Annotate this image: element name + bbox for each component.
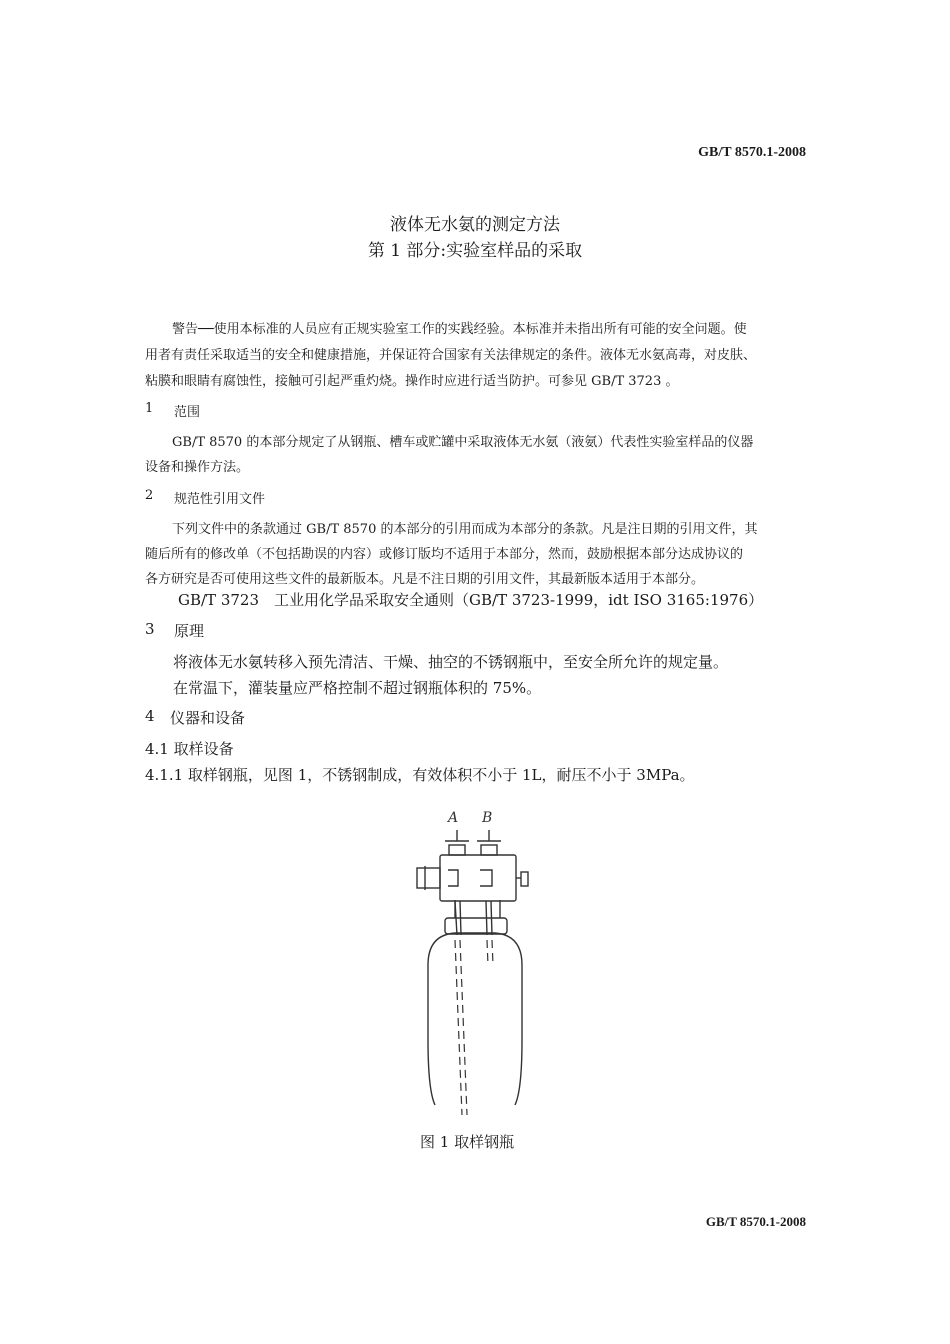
section-title: 规范性引用文件	[174, 492, 266, 507]
section-number: 2	[145, 488, 154, 503]
section-text: 随后所有的修改单（不包括勘误的内容）或修订版均不适用于本部分，然而，鼓励根据本部分达成协议的	[145, 547, 744, 562]
section-text: 设备和操作方法。	[145, 460, 250, 475]
doc-title-line1: 液体无水氨的测定方法	[390, 215, 560, 235]
subsection-text: 4.1.1 取样钢瓶，见图 1，不锈钢制成，有效体积不小于 1L，耐压不小于 3MPa。	[145, 766, 695, 784]
valve-a-label: A	[448, 810, 459, 826]
section-title: 仪器和设备	[170, 709, 246, 727]
standard-code-footer: GB/T 8570.1-2008	[705, 1214, 806, 1229]
section-title: 范围	[174, 405, 201, 420]
section-text: GB/T 8570 的本部分规定了从钢瓶、槽车或贮罐中采取液体无水氨（液氨）代表性实验室样品的仪器	[172, 435, 754, 450]
section-number: 3	[145, 620, 155, 638]
doc-title-line2: 第 1 部分:实验室样品的采取	[367, 241, 583, 261]
sampling-cylinder-figure	[400, 800, 550, 1130]
section-text: 在常温下，灌装量应严格控制不超过钢瓶体积的 75%。	[173, 679, 542, 697]
section-text: 各方研究是否可使用这些文件的最新版本。凡是不注日期的引用文件，其最新版本适用于本部分。	[145, 572, 705, 587]
subsection-title: 4.1 取样设备	[145, 740, 234, 758]
valve-b-label: B	[482, 810, 493, 826]
section-title: 原理	[174, 622, 205, 640]
standard-code-header: GB/T 8570.1-2008	[698, 145, 806, 160]
warning-line: 警告──使用本标准的人员应有正规实验室工作的实践经验。本标准并未指出所有可能的安全问题。使	[172, 322, 747, 337]
figure-caption: 图 1 取样钢瓶	[420, 1133, 515, 1151]
sampling-cylinder-drawing	[400, 800, 550, 1130]
section-text: 下列文件中的条款通过 GB/T 8570 的本部分的引用而成为本部分的条款。凡是注日期的引用文件，其	[172, 522, 758, 537]
section-number: 4	[145, 707, 155, 725]
normative-reference: GB/T 3723 工业用化学品采取安全通则（GB/T 3723-1999，idt ISO 3165:1976）	[178, 591, 764, 609]
warning-line: 粘膜和眼睛有腐蚀性，接触可引起严重灼烧。操作时应进行适当防护。可参见 GB/T 3723 。	[145, 374, 679, 389]
section-number: 1	[145, 401, 154, 416]
section-text: 将液体无水氨转移入预先清洁、干燥、抽空的不锈钢瓶中，至安全所允许的规定量。	[173, 653, 729, 671]
warning-line: 用者有责任采取适当的安全和健康措施，并保证符合国家有关法律规定的条件。液体无水氨高毒，对皮肤、	[145, 348, 757, 363]
